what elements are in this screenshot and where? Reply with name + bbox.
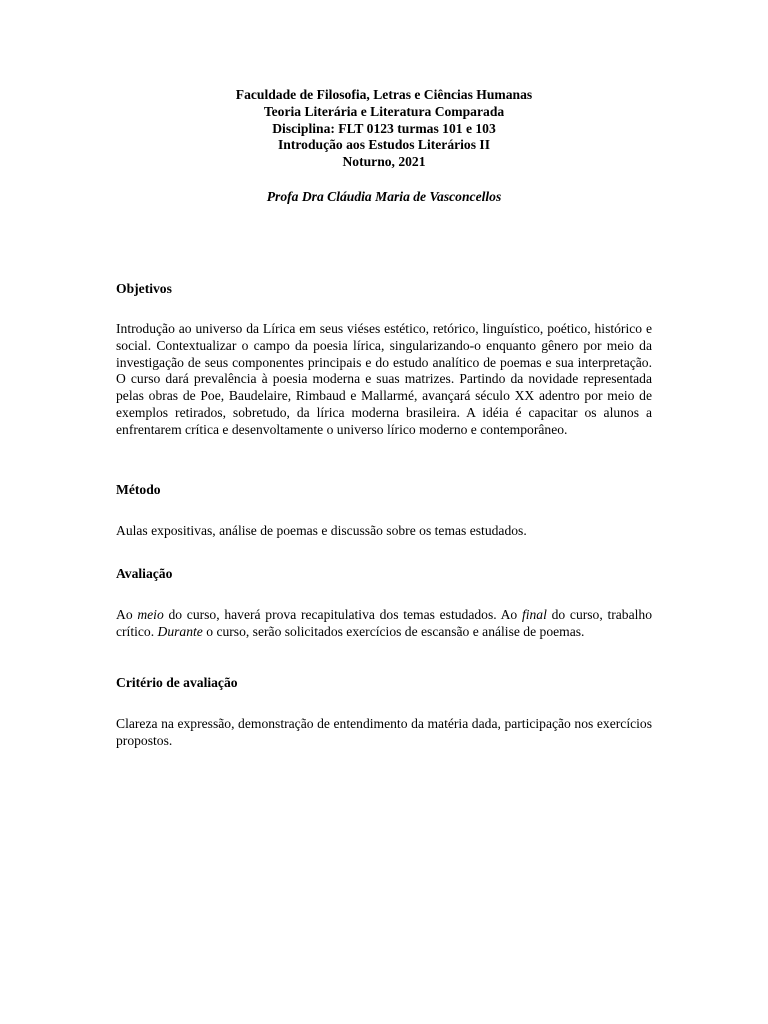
avaliacao-text-part3: do curso, trabalho crítico. — [116, 607, 653, 639]
department-name: Teoria Literária e Literatura Comparada — [263, 103, 505, 119]
section-text-avaliacao — [116, 607, 652, 641]
professor-name: Profa Dra Cláudia Maria de Vasconcellos — [266, 189, 502, 204]
section-title-objetivos: Objetivos — [116, 281, 172, 296]
document-header — [116, 87, 652, 171]
course-code: Disciplina: FLT 0123 turmas 101 e 103 — [272, 120, 496, 136]
section-title-criterio: Critério de avaliação — [116, 675, 238, 690]
course-title: Introdução aos Estudos Literários II — [278, 137, 490, 153]
avaliacao-italic-final: final — [521, 607, 547, 622]
faculty-name: Faculdade de Filosofia, Letras e Ciências Humanas — [235, 87, 533, 102]
course-period: Noturno, 2021 — [342, 154, 426, 170]
avaliacao-text-part1: Ao — [116, 607, 138, 622]
avaliacao-italic-durante: Durante — [157, 623, 203, 639]
section-text-objetivos: Introdução ao universo da Lírica em seus viéses estético, retórico, linguístico, poético, histórico e social. Contextualizar o campo da poesia lírica, singularizando-o enquanto gênero por meio da investigação de seus componentes principais e do estudo analítico de poemas e sua interpretação. O curso dará prevalência à poesia moderna e suas matrizes. Partindo da novidade representada pelas obras de Poe, Baudelaire, Rimbaud e Mallarmé, avançará século XX adentro por meio de exemplos retirados, sobretudo, da lírica moderna brasileira. A idéia é capacitar os alunos a enfrentarem crítica e desenvoltamente o universo lírico moderno e contemporâneo. — [116, 321, 652, 437]
section-text-metodo: Aulas expositivas, análise de poemas e discussão sobre os temas estudados. — [116, 523, 527, 538]
section-title-avaliacao: Avaliação — [116, 566, 173, 581]
avaliacao-italic-meio: meio — [137, 607, 164, 622]
section-text-criterio: Clareza na expressão, demonstração de entendimento da matéria dada, participação nos exercícios propostos. — [116, 716, 652, 748]
section-title-metodo: Método — [116, 482, 161, 497]
avaliacao-text-part4: o curso, serão solicitados exercícios de escansão e análise de poemas. — [202, 623, 585, 639]
avaliacao-text-part2: do curso, haverá prova recapitulativa dos temas estudados. Ao — [163, 607, 522, 622]
